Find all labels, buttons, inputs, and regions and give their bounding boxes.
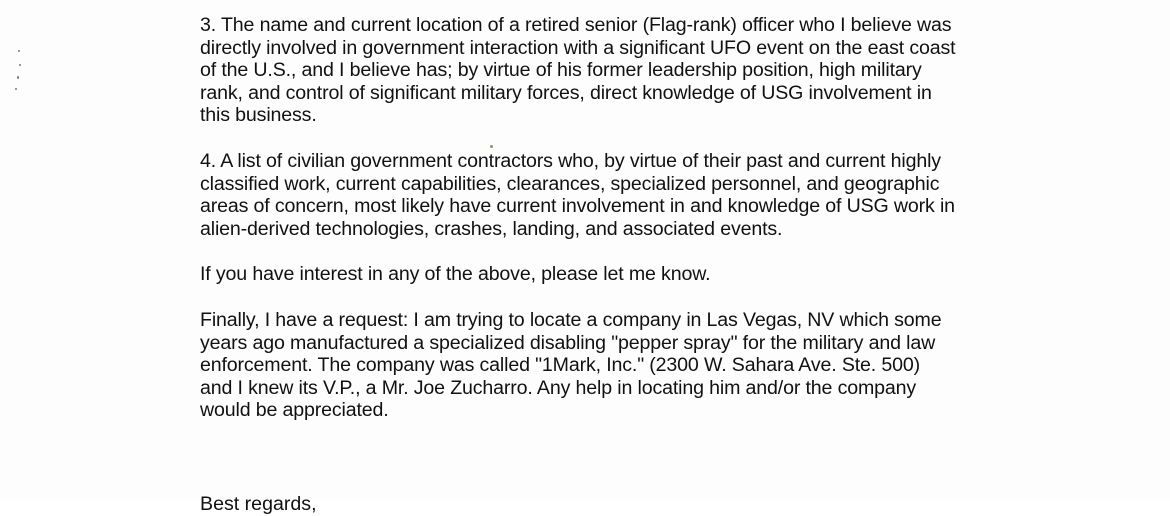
- item-3-paragraph: [200, 14, 1080, 127]
- scan-speck: [19, 64, 21, 66]
- text-line: 3. The name and current location of a retired senior (Flag-rank) officer who I believe was: [200, 14, 952, 36]
- text-line: enforcement. The company was called "1Mark, Inc." (2300 W. Sahara Ave. Ste. 500): [200, 354, 921, 377]
- scan-speck: [17, 76, 19, 79]
- text-line: of the U.S., and I believe has; by virtue of his former leadership position, high military: [200, 59, 922, 82]
- text-line: directly involved in government interaction with a significant UFO event on the east coast: [200, 36, 956, 59]
- closing-line-cropped: [200, 493, 1080, 515]
- text-line: this business.: [200, 104, 317, 127]
- closing-text: Best regards,: [200, 493, 317, 515]
- text-line: 4. A list of civilian government contractors who, by virtue of their past and current highly: [200, 149, 941, 172]
- request-paragraph: [200, 309, 1080, 422]
- text-line: alien-derived technologies, crashes, landing, and associated events.: [200, 217, 783, 240]
- text-line: years ago manufactured a specialized disabling "pepper spray" for the military and law: [200, 331, 936, 354]
- text-line: would be appreciated.: [200, 399, 389, 422]
- interest-paragraph: [200, 263, 1080, 286]
- scan-speck: [18, 50, 20, 52]
- text-line: and I knew its V.P., a Mr. Joe Zucharro. Any help in locating him and/or the company: [200, 376, 917, 399]
- text-line: areas of concern, most likely have current involvement in and knowledge of USG work in: [200, 195, 955, 218]
- item-4-paragraph: [200, 150, 1080, 240]
- text-line: If you have interest in any of the above, please let me know.: [200, 263, 711, 286]
- text-line: classified work, current capabilities, clearances, specialized personnel, and geographic: [200, 172, 940, 195]
- scan-speck: [15, 88, 17, 90]
- text-line: Finally, I have a request: I am trying to locate a company in Las Vegas, NV which some: [200, 308, 942, 331]
- document-body: [200, 14, 1080, 445]
- text-line: rank, and control of significant military forces, direct knowledge of USG involvement in: [200, 81, 932, 104]
